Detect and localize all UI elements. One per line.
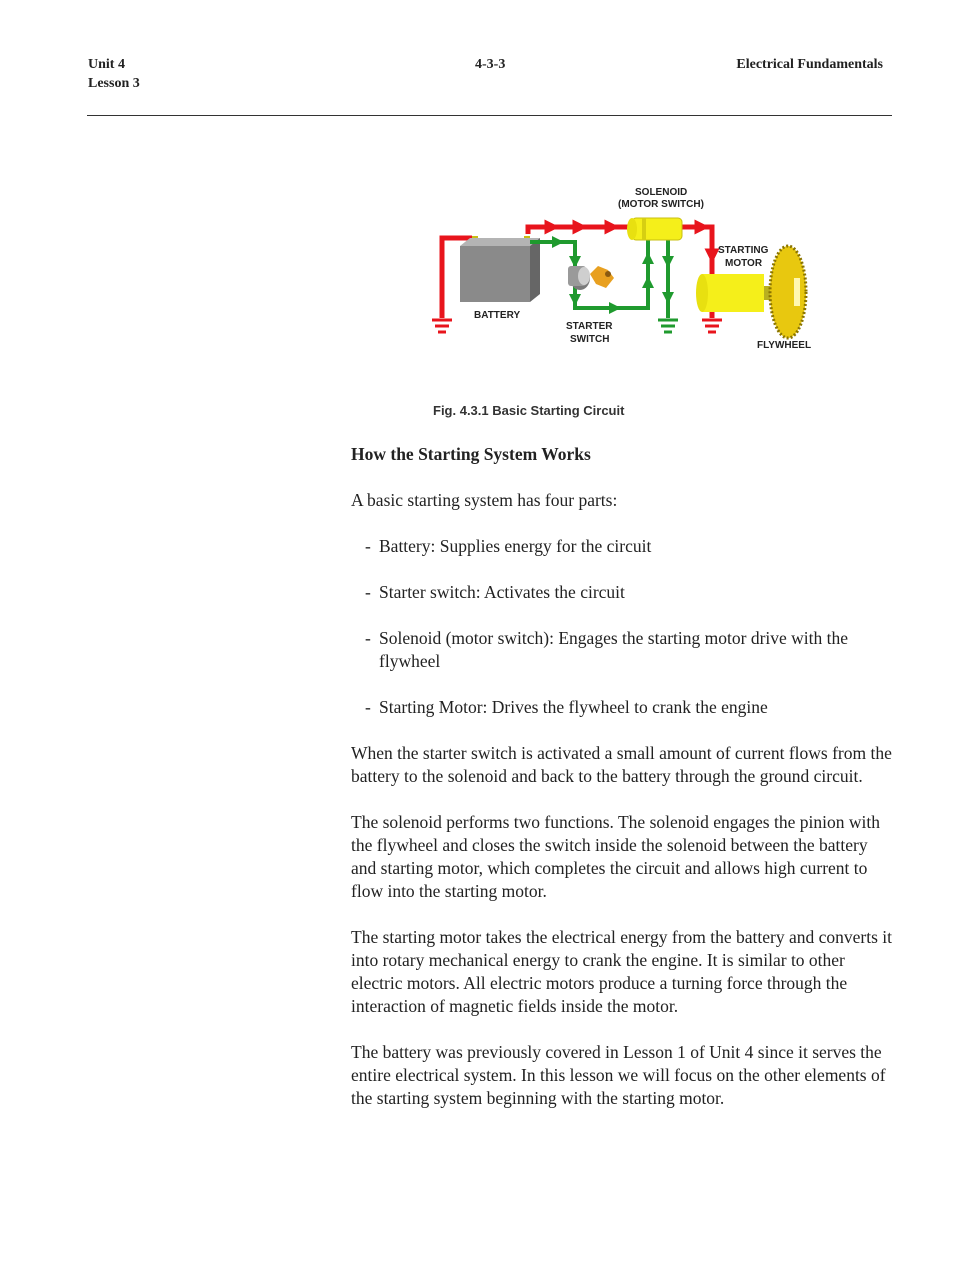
body-paragraph: The battery was previously covered in Lesson 1 of Unit 4 since it serves the entire electrical system. In this lesson we will focus on the other elements of the starting system beginning with the starting motor.: [351, 1042, 886, 1108]
list-item-text: Starter switch: Activates the circuit: [379, 582, 625, 602]
list-item-text: Starting Motor: Drives the flywheel to crank the engine: [379, 697, 768, 717]
section-heading: How the Starting System Works: [351, 444, 591, 464]
header-divider: [87, 115, 892, 116]
header-page-number: 4-3-3: [475, 57, 506, 72]
intro-paragraph: A basic starting system has four parts:: [351, 490, 618, 510]
label-flywheel: FLYWHEEL: [757, 340, 812, 351]
battery-icon: [460, 236, 540, 302]
list-item-text: Solenoid (motor switch): Engages the starting motor drive with the flywheel: [379, 628, 849, 671]
body-paragraph: The solenoid performs two functions. The solenoid engages the pinion with the flywheel and closes the switch inside the solenoid between the battery and starting motor, which completes the circuit and allows high current to flow into the starting motor.: [351, 812, 880, 901]
starting-motor-icon: [696, 274, 778, 312]
header-unit: Unit 4: [88, 57, 125, 72]
list-item: - Battery: Supplies energy for the circuit: [365, 535, 896, 558]
flywheel-icon: [770, 246, 806, 338]
list-item: - Starter switch: Activates the circuit: [365, 581, 896, 604]
label-starter-switch-2: SWITCH: [570, 334, 610, 345]
header-title: Electrical Fundamentals: [736, 57, 883, 72]
label-solenoid-2: (MOTOR SWITCH): [618, 199, 704, 210]
label-starting-motor-1: STARTING: [718, 245, 769, 256]
body-paragraph: When the starter switch is activated a small amount of current flows from the battery to the solenoid and back to the battery through the ground circuit.: [351, 743, 892, 786]
header-lesson: Lesson 3: [88, 76, 140, 91]
solenoid-icon: [627, 218, 682, 240]
main-content: [351, 443, 896, 1133]
starting-circuit-diagram: [420, 178, 840, 378]
figure-caption: Fig. 4.3.1 Basic Starting Circuit: [433, 403, 625, 418]
body-paragraph: The starting motor takes the electrical energy from the battery and converts it into rotary mechanical energy to crank the engine. It is similar to other electric motors. All electric motors produce a turning force through the interaction of magnetic fields inside the motor.: [351, 927, 893, 1016]
label-starter-switch-1: STARTER: [566, 321, 613, 332]
list-item: - Solenoid (motor switch): Engages the starting motor drive with the flywheel: [365, 627, 896, 673]
list-item-text: Battery: Supplies energy for the circuit: [379, 536, 652, 556]
label-battery: BATTERY: [474, 310, 521, 321]
list-item: - Starting Motor: Drives the flywheel to crank the engine: [365, 696, 896, 719]
label-starting-motor-2: MOTOR: [725, 258, 763, 269]
label-solenoid-1: SOLENOID: [635, 187, 688, 198]
starter-switch-icon: [568, 266, 614, 290]
